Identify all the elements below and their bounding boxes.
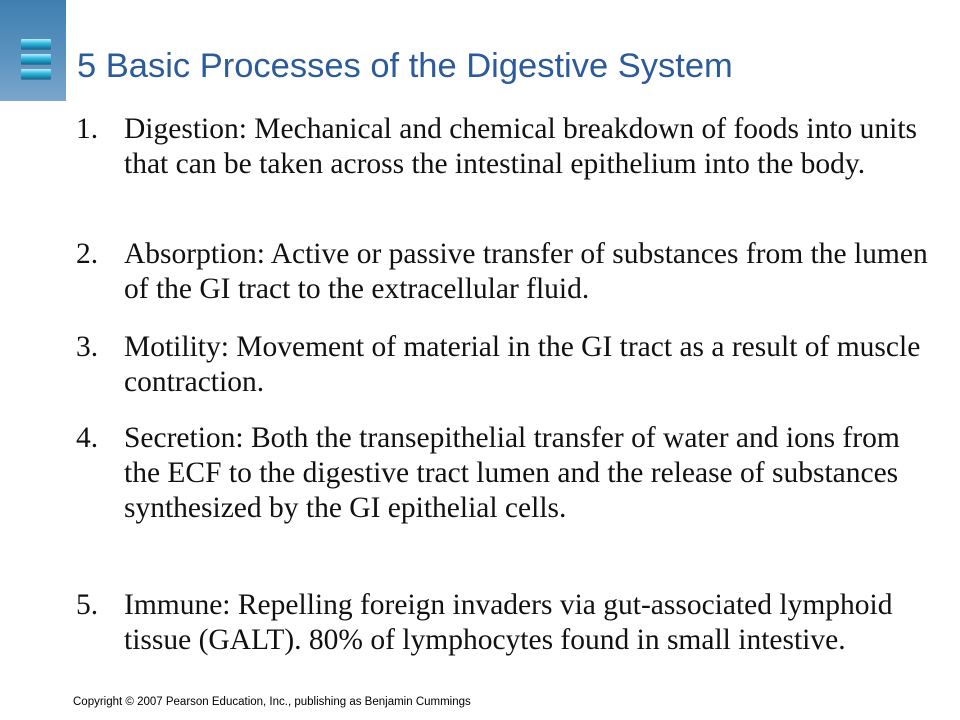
list-item-motility	[76, 330, 936, 400]
item-text: Digestion: Mechanical and chemical breakdown of foods into units that can be taken across the intestinal epithelium into the body.	[124, 113, 918, 180]
list-item-digestion	[76, 112, 936, 182]
layer-middle	[21, 54, 51, 64]
copyright-footer: Copyright © 2007 Pearson Education, Inc., publishing as Benjamin Cummings	[73, 696, 471, 708]
item-text: Motility: Movement of material in the GI tract as a result of muscle contraction.	[124, 331, 921, 398]
layer-top	[21, 39, 51, 49]
list-item-secretion	[76, 421, 936, 526]
list-item-immune	[76, 588, 936, 658]
item-text: Secretion: Both the transepithelial transfer of water and ions from the ECF to the digestive tract lumen and the release of substances synthesized by the GI epithelial cells.	[124, 422, 900, 524]
item-text: Absorption: Active or passive transfer of substances from the lumen of the GI tract to the extracellular fluid.	[124, 238, 928, 305]
item-number: 3.	[76, 331, 99, 363]
list-item-absorption	[76, 237, 936, 307]
item-text: Immune: Repelling foreign invaders via gut-associated lymphoid tissue (GALT). 80% of lymphocytes found in small intestive.	[124, 589, 893, 656]
layers-icon	[21, 39, 51, 81]
layer-bottom	[21, 69, 51, 79]
item-number: 5.	[76, 589, 99, 621]
item-number: 1.	[76, 113, 99, 145]
slide-title: 5 Basic Processes of the Digestive System	[77, 47, 733, 85]
item-number: 4.	[76, 422, 99, 454]
item-number: 2.	[76, 238, 99, 270]
